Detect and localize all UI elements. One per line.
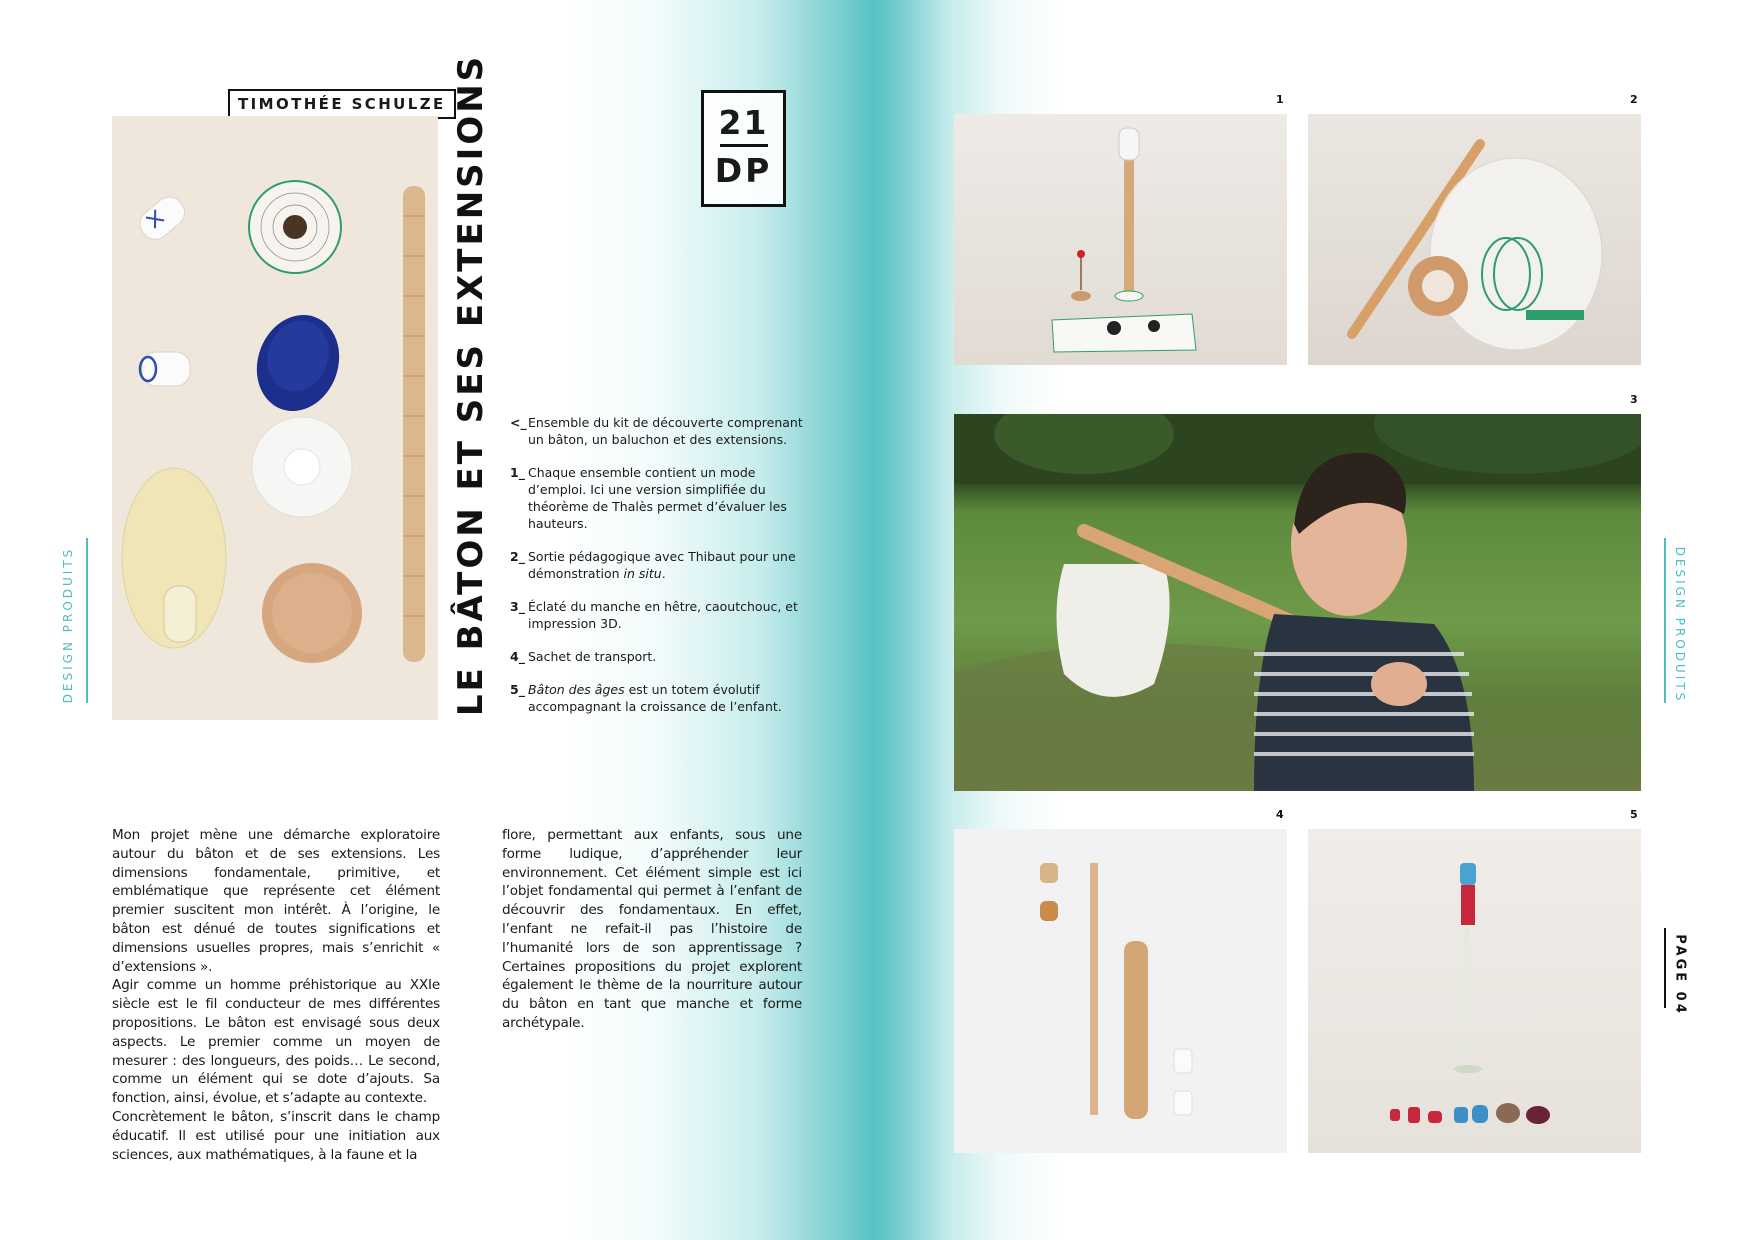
kit-illustration [112,116,438,720]
caption-item [510,598,810,632]
captions-list [510,414,810,731]
kit-photo [112,116,438,720]
body-paragraph: Mon projet mène une démarche exploratoire autour du bâton et de ses extensions. Les dimensions fondamentale, primitive, et emblématique que représente cet élément premier suscitent mon intérêt. À l’origine, le bâton est dénué de toutes significations et dimensions usuelles propres, mais s’enrichit « d’extensions ». [112,827,440,975]
caption-key: 3_ [510,599,525,614]
body-paragraph: Concrètement le bâton, s’inscrit dans le champ éducatif. Il est utilisé pour une initiation aux sciences, aux mathématiques, à la faune et la [112,1108,440,1163]
photo-2-exploded [1308,114,1641,365]
caption-text-post: est un totem évolutif accompagnant la croissance de l’enfant. [528,682,782,714]
photo-5-totem [1308,829,1641,1153]
caption-key: <_ [510,415,527,430]
page-number-text: PAGE 04 [1672,934,1688,1016]
caption-key: 1_ [510,465,525,480]
caption-text [528,548,810,582]
photo-number-2: 2 [1630,93,1638,106]
photo-3-illustration [954,414,1641,791]
photo-number-3: 3 [1630,393,1638,406]
photo-1-illustration [954,114,1287,365]
caption-item [510,548,810,582]
caption-item [510,464,810,532]
side-line-right [1664,538,1666,703]
photo-5-illustration [1308,829,1641,1153]
caption-key: 5_ [510,682,525,697]
body-paragraph: flore, permettant aux enfants, sous une forme ludique, d’appréhender leur environnement. Cet élément simple est ici l’objet fondamental qui permet à l’enfant de découvrir des fondamentaux. En effet, l’enfant ne refait-il pas l’histoire de l’humanité lors de son apprentissage ? Certaines propositions du projet explorent également le thème de la nourriture autour du bâton en tant que manche et forme archétypale. [502,827,802,1031]
author-name: TIMOTHÉE SCHULZE [228,89,456,119]
caption-item [510,681,810,715]
photo-number-1: 1 [1276,93,1284,106]
caption-text: Éclaté du manche en hêtre, caoutchouc, et impression 3D. [528,599,798,631]
caption-key: 2_ [510,549,525,564]
caption-text-italic: Bâton des âges [528,682,625,697]
caption-text: Sachet de transport. [528,649,657,664]
side-label-left-text: DESIGN PRODUITS [61,546,75,704]
side-line-left [86,538,88,703]
body-column-2 [502,826,802,1033]
photo-2-illustration [1308,114,1641,365]
body-paragraph: Agir comme un homme préhistorique au XXIe siècle est le fil conducteur de mes différentes propositions. Le bâton est envisagé sous deux aspects. Le premier comme un moyen de mesurer : des longueurs, des poids… Le second, comme un élément qui se dote d’ajouts. Sa fonction, ainsi, évolue, et s’adapte au contexte. [112,977,440,1107]
photo-1-instructions [954,114,1287,365]
article-title-text: LE BÂTON ET SES EXTENSIONS [451,53,491,717]
photo-number-5: 5 [1630,808,1638,821]
photo-4-illustration [954,829,1287,1153]
page-number-line [1664,928,1666,1008]
caption-item [510,414,810,448]
badge-divider [720,144,768,147]
article-title [451,53,491,717]
side-label-right-text: DESIGN PRODUITS [1673,546,1687,704]
issue-badge [701,90,786,207]
caption-text-pre: Sortie pédagogique avec Thibaut pour une démonstration [528,549,796,581]
caption-key: 4_ [510,649,525,664]
photo-3-child-with-stick [954,414,1641,791]
caption-text-post: . [661,566,666,581]
caption-item [510,648,810,665]
badge-code: DP [714,151,773,190]
caption-text: Chaque ensemble contient un mode d’emploi. Ici une version simplifiée du théorème de Thalès permet d’évaluer les hauteurs. [528,465,787,531]
body-column-1 [112,826,440,1164]
side-label-left [58,530,78,720]
caption-text-italic: in situ [623,566,662,581]
caption-text: Ensemble du kit de découverte comprenant un bâton, un baluchon et des extensions. [528,415,803,447]
side-label-right [1670,530,1690,720]
caption-text [528,681,810,715]
photo-number-4: 4 [1276,808,1284,821]
page-number [1670,930,1690,1020]
badge-number: 21 [718,103,769,142]
photo-4-components [954,829,1287,1153]
